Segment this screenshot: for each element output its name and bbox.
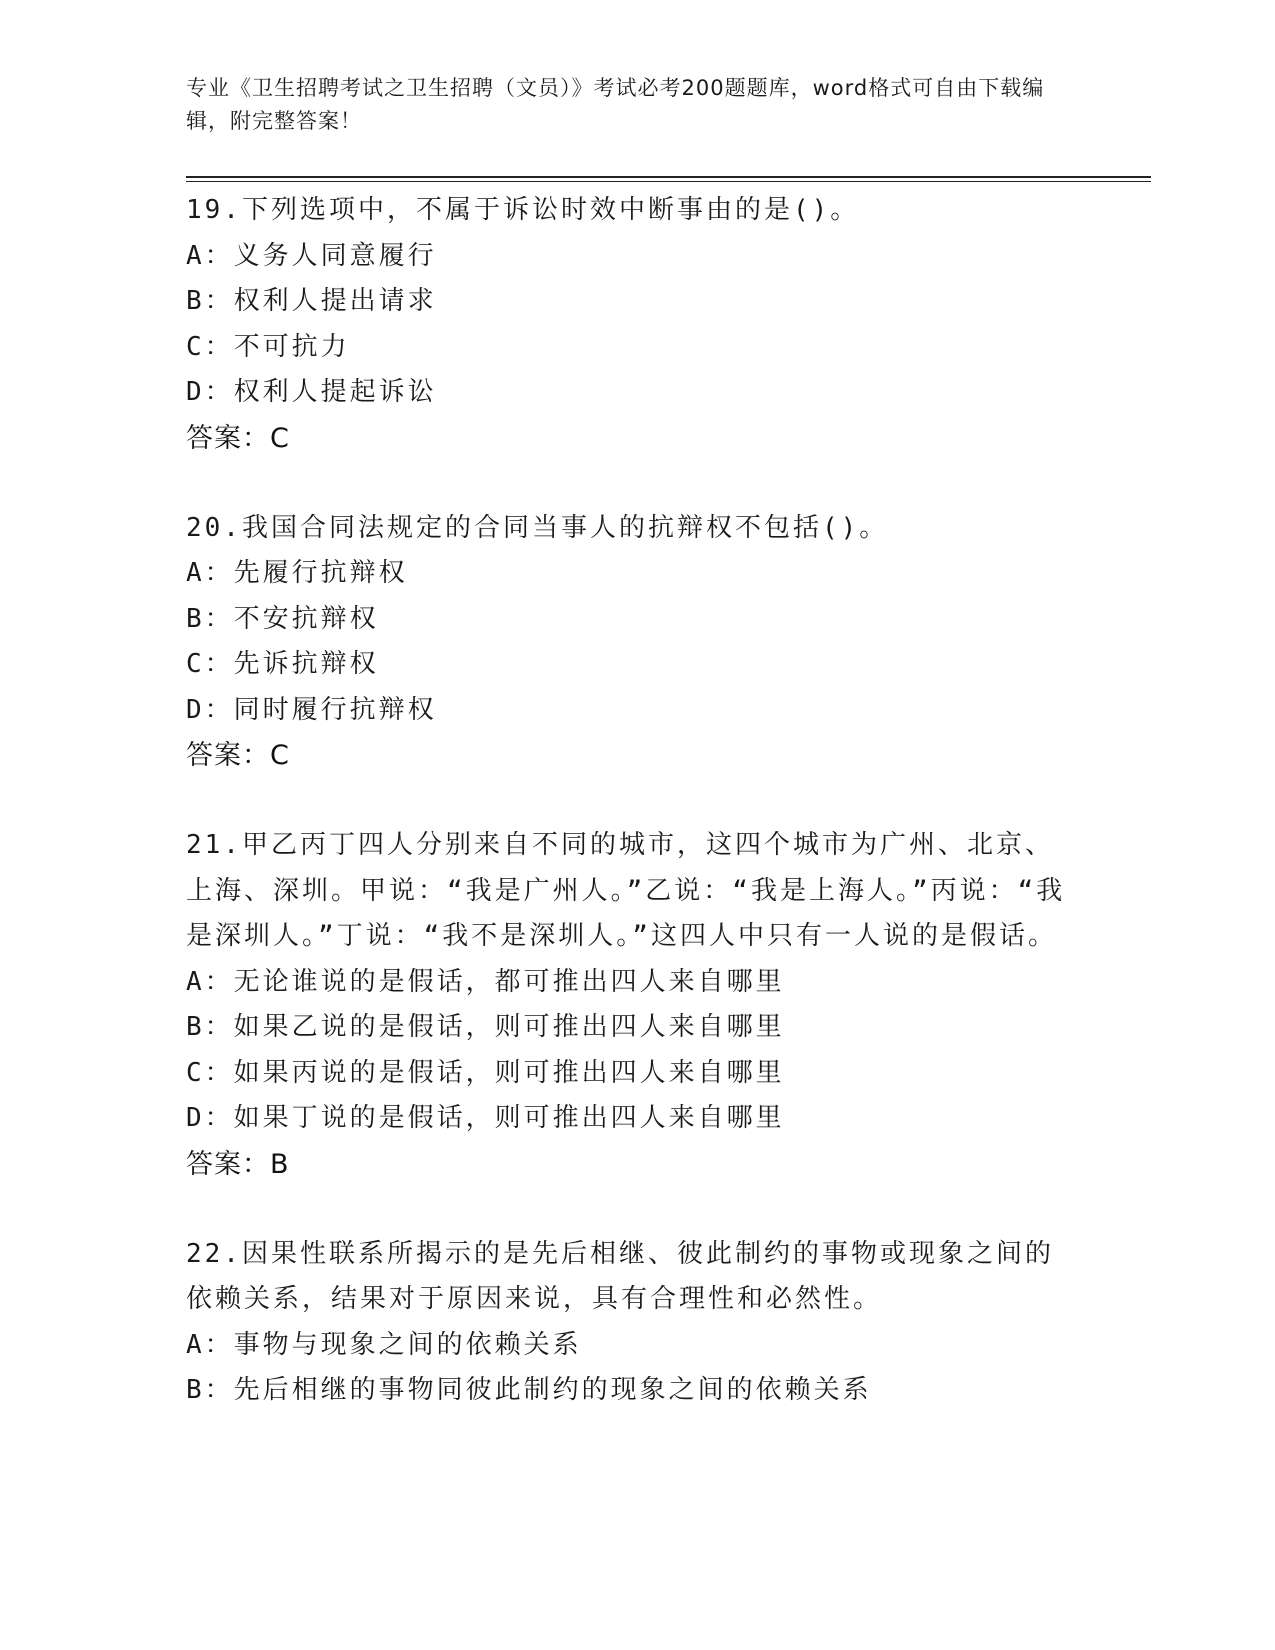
question-stem: 20.我国合同法规定的合同当事人的抗辩权不包括()。 [186,512,889,543]
option-d: D：同时履行抗辩权 [186,694,437,725]
option-d: D：如果丁说的是假话，则可推出四人来自哪里 [186,1103,785,1133]
document-header: 专业《卫生招聘考试之卫生招聘（文员）》考试必考200题题库，word格式可自由下载编辑，附完整答案！ [186,76,1045,133]
option-a: A：事物与现象之间的依赖关系 [186,1329,582,1360]
question-21 [186,823,1086,1187]
question-stem: 21.甲乙丙丁四人分别来自不同的城市，这四个城市为广州、北京、上海、深圳。甲说：“我是广州人。”乙说：“我是上海人。”丙说：“我是深圳人。”丁说：“我不是深圳人。”这四人中只有一人说的是假话。 [186,830,1066,951]
option-a: A：义务人同意履行 [186,240,437,271]
question-stem: 22.因果性联系所揭示的是先后相继、彼此制约的事物或现象之间的依赖关系，结果对于原因来说，具有合理性和必然性。 [186,1238,1054,1314]
option-d: D：权利人提起诉讼 [186,377,437,407]
question-19 [186,188,1086,461]
header-divider-thick [186,176,1151,178]
question-20 [186,506,1086,779]
option-c: C：如果丙说的是假话，则可推出四人来自哪里 [186,1057,785,1088]
header-divider-thin [186,181,1151,182]
option-c: C：先诉抗辩权 [186,649,379,679]
question-22 [186,1232,1086,1414]
option-a: A：先履行抗辩权 [186,558,408,588]
answer-line: 答案：C [186,422,290,454]
option-b: B：如果乙说的是假话，则可推出四人来自哪里 [186,1012,785,1042]
question-list [186,188,1086,1459]
answer-line: 答案：B [186,1148,290,1180]
answer-line: 答案：C [186,740,290,771]
option-c: C：不可抗力 [186,331,350,362]
question-stem: 19.下列选项中，不属于诉讼时效中断事由的是()。 [186,195,860,225]
option-a: A：无论谁说的是假话，都可推出四人来自哪里 [186,966,785,997]
option-b: B：先后相继的事物同彼此制约的现象之间的依赖关系 [186,1375,872,1405]
option-b: B：权利人提出请求 [186,286,437,316]
option-b: B：不安抗辩权 [186,603,379,634]
